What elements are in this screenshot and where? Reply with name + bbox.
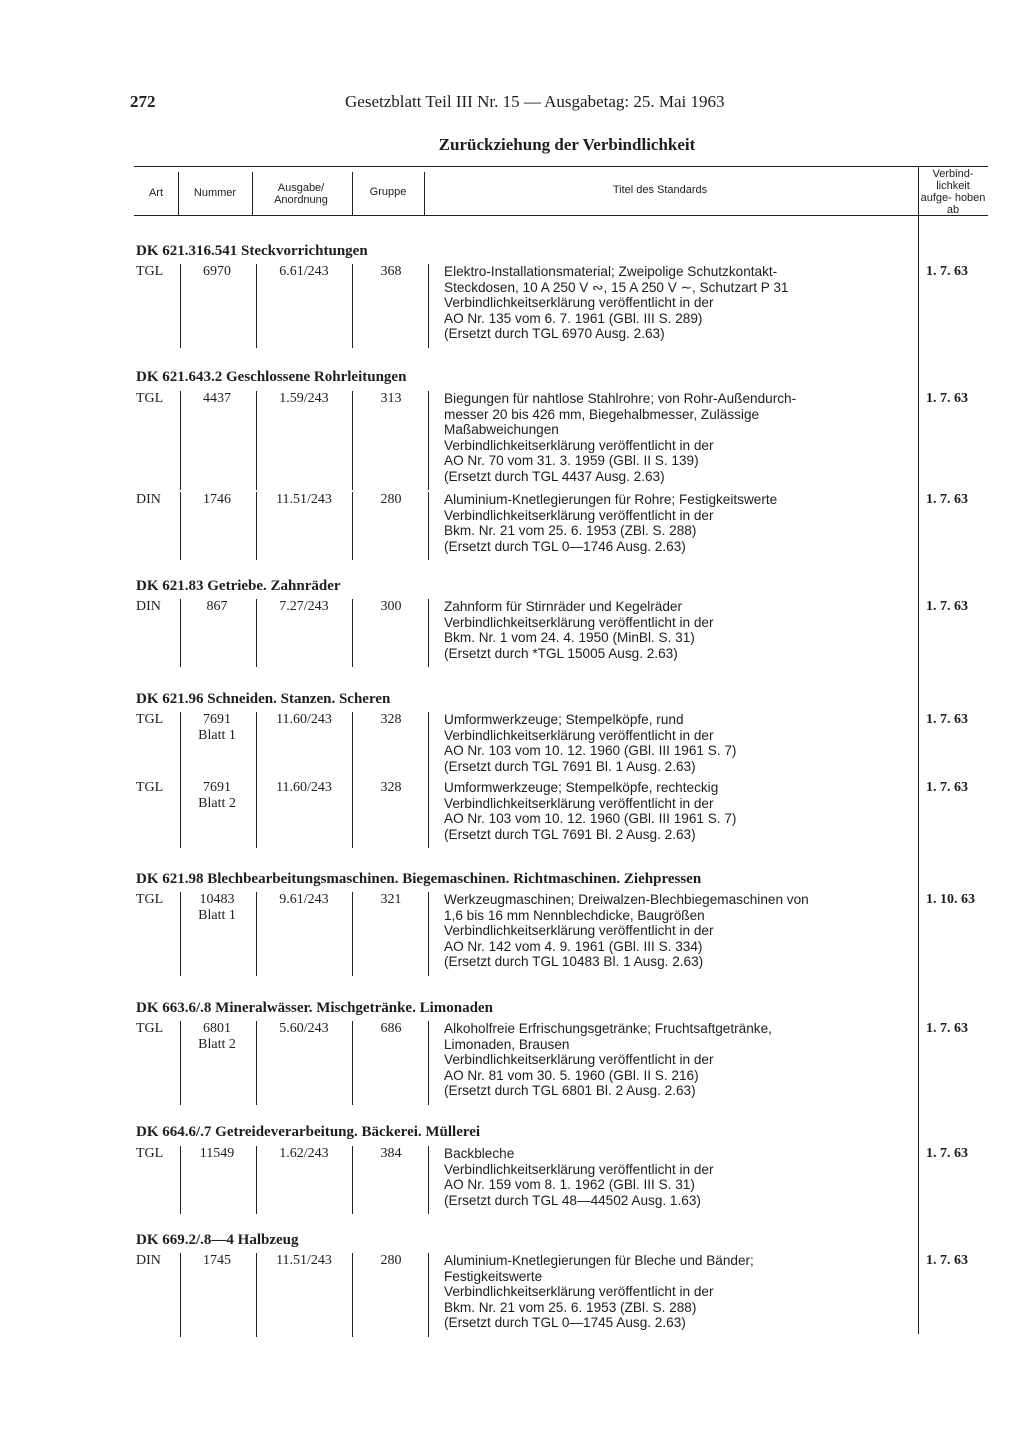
gruppe-cell: 368 (380, 264, 402, 279)
standards-group (136, 240, 968, 341)
section-title: Zurückziehung der Verbindlichkeit (438, 135, 696, 154)
art-cell: TGL (136, 1146, 164, 1161)
column-divider (180, 1146, 181, 1214)
column-divider (428, 1021, 429, 1105)
column-divider (428, 264, 429, 348)
titel-line: Verbindlichkeitserklärung veröffentlicht in der (444, 1161, 714, 1177)
aufgehoben-cell: 1. 7. 63 (926, 1146, 968, 1161)
column-divider (428, 892, 429, 976)
titel-cell (444, 712, 894, 774)
ausgabe-cell: 11.51/243 (276, 1253, 332, 1268)
titel-line: Alkoholfreie Erfrischungsgetränke; Fruchtsaftgetränke, (444, 1021, 772, 1036)
aufgehoben-cell: 1. 7. 63 (926, 264, 968, 279)
titel-line: Bkm. Nr. 21 vom 25. 6. 1953 (ZBl. S. 288) (444, 1299, 697, 1315)
standards-group (136, 1229, 968, 1330)
gruppe-cell: 686 (380, 1021, 402, 1036)
blatt-value: Blatt 2 (198, 1036, 236, 1052)
column-divider (428, 599, 429, 667)
column-divider (256, 391, 257, 490)
titel-cell (444, 892, 894, 970)
aufgehoben-cell: 1. 7. 63 (926, 712, 968, 727)
column-divider (180, 599, 181, 667)
ausgabe-cell: 1.62/243 (279, 1146, 329, 1161)
art-cell: TGL (136, 780, 164, 795)
column-divider (352, 712, 353, 780)
column-divider (352, 1021, 353, 1105)
ausgabe-cell: 9.61/243 (279, 892, 329, 907)
nummer-cell (182, 264, 252, 280)
art-cell: DIN (136, 1253, 161, 1268)
nummer-cell (182, 599, 252, 615)
column-header-titel: Titel des Standards (612, 184, 708, 196)
aufgehoben-cell: 1. 7. 63 (926, 780, 968, 795)
titel-cell (444, 599, 894, 661)
table-top-rule (134, 166, 988, 167)
column-divider (256, 599, 257, 667)
ausgabe-cell: 7.27/243 (279, 599, 329, 614)
column-divider (180, 712, 181, 780)
ausgabe-cell: 6.61/243 (279, 264, 329, 279)
titel-line: Aluminium-Knetlegierungen für Rohre; Festigkeitswerte (444, 492, 778, 507)
column-header-gruppe: Gruppe (369, 186, 407, 198)
nummer-value: 11549 (199, 1146, 235, 1161)
column-divider (180, 492, 181, 560)
nummer-value: 10483 (199, 892, 235, 907)
titel-line: Werkzeugmaschinen; Dreiwalzen-Blechbiegemaschinen von (444, 892, 809, 907)
titel-line: Biegungen für nahtlose Stahlrohre; von Rohr-Außendurch- (444, 391, 797, 406)
gruppe-cell: 280 (380, 1253, 402, 1268)
nummer-value: 6970 (203, 264, 231, 279)
titel-line: Verbindlichkeitserklärung veröffentlicht in der (444, 1052, 714, 1067)
titel-cell (444, 1253, 894, 1331)
titel-line: Backbleche (444, 1146, 515, 1161)
aufgehoben-cell: 1. 10. 63 (926, 892, 975, 907)
art-cell: TGL (136, 264, 164, 279)
column-divider (180, 391, 181, 490)
group-title: DK 669.2/.8—4 Halbzeug (136, 1232, 299, 1248)
column-divider (352, 1146, 353, 1214)
art-cell: DIN (136, 492, 161, 507)
aufgehoben-cell: 1. 7. 63 (926, 492, 968, 507)
titel-cell (444, 1021, 894, 1099)
gruppe-cell: 280 (380, 492, 402, 507)
titel-cell (444, 780, 894, 842)
column-divider (252, 172, 253, 216)
titel-line: AO Nr. 159 vom 8. 1. 1962 (GBl. III S. 31) (444, 1177, 695, 1192)
standards-group (136, 997, 968, 1098)
gruppe-cell: 313 (380, 391, 402, 406)
gruppe-cell: 321 (380, 892, 402, 907)
titel-cell (444, 492, 894, 554)
nummer-value: 867 (206, 599, 228, 614)
column-divider (352, 172, 353, 216)
column-divider (180, 1253, 181, 1337)
nummer-cell (182, 712, 252, 743)
titel-line: (Ersetzt durch *TGL 15005 Ausg. 2.63) (444, 645, 678, 661)
standards-group (136, 1121, 968, 1208)
column-divider (424, 172, 425, 216)
nummer-cell (182, 492, 252, 508)
nummer-cell (182, 1021, 252, 1052)
column-divider (428, 780, 429, 848)
aufgehoben-cell: 1. 7. 63 (926, 1253, 968, 1268)
titel-line: Verbindlichkeitserklärung veröffentlicht in der (444, 923, 714, 938)
titel-line: Elektro-Installationsmaterial; Zweipolige Schutzkontakt- (444, 264, 778, 279)
column-divider (180, 264, 181, 348)
table-header-bottom-rule (134, 215, 988, 216)
titel-line: (Ersetzt durch TGL 7691 Bl. 1 Ausg. 2.63) (444, 758, 696, 774)
aufgehoben-column-rule (918, 166, 919, 1334)
art-cell: TGL (136, 391, 164, 406)
titel-line: AO Nr. 103 vom 10. 12. 1960 (GBl. III 1961 S. 7) (444, 811, 737, 826)
ausgabe-cell: 1.59/243 (279, 391, 329, 406)
titel-line: Verbindlichkeitserklärung veröffentlicht in der (444, 437, 714, 453)
titel-line: (Ersetzt durch TGL 0—1746 Ausg. 2.63) (444, 538, 686, 554)
titel-line: Umformwerkzeuge; Stempelköpfe, rund (444, 712, 684, 727)
group-title: DK 621.83 Getriebe. Zahnräder (136, 578, 341, 594)
column-divider (352, 1253, 353, 1337)
nummer-cell (182, 780, 252, 811)
titel-line: Verbindlichkeitserklärung veröffentlicht in der (444, 1284, 714, 1299)
column-divider (352, 892, 353, 976)
column-divider (428, 1253, 429, 1337)
nummer-cell (182, 1146, 252, 1162)
column-header-art: Art (148, 187, 164, 199)
nummer-cell (182, 391, 252, 407)
standards-group (136, 688, 968, 842)
blatt-value: Blatt 1 (198, 727, 236, 743)
column-header-aufgehoben: Verbind- lichkeit aufge- hoben ab (920, 168, 986, 216)
titel-line: AO Nr. 142 vom 4. 9. 1961 (GBl. III S. 334) (444, 938, 703, 954)
ausgabe-cell: 11.60/243 (276, 780, 332, 795)
column-divider (352, 492, 353, 560)
standards-group (136, 575, 968, 661)
nummer-value: 7691 (203, 712, 231, 727)
titel-line: Aluminium-Knetlegierungen für Bleche und Bänder; (444, 1253, 754, 1268)
group-title: DK 621.98 Blechbearbeitungsmaschinen. Biegemaschinen. Richtmaschinen. Ziehpressen (136, 871, 702, 887)
blatt-value: Blatt 2 (198, 795, 236, 811)
column-divider (256, 712, 257, 780)
page-number: 272 (130, 92, 156, 111)
column-divider (256, 1021, 257, 1105)
column-divider (180, 780, 181, 848)
titel-line: (Ersetzt durch TGL 7691 Bl. 2 Ausg. 2.63) (444, 826, 696, 842)
column-divider (256, 1146, 257, 1214)
art-cell: TGL (136, 1021, 164, 1036)
group-title: DK 664.6/.7 Getreideverarbeitung. Bäckerei. Müllerei (136, 1124, 481, 1140)
aufgehoben-cell: 1. 7. 63 (926, 1021, 968, 1036)
group-title: DK 621.316.541 Steckvorrichtungen (136, 243, 368, 259)
nummer-value: 6801 (203, 1021, 231, 1036)
group-title: DK 663.6/.8 Mineralwässer. Mischgetränke. Limonaden (136, 1000, 493, 1016)
column-divider (256, 492, 257, 560)
column-divider (428, 492, 429, 560)
art-cell: TGL (136, 712, 164, 727)
titel-line: (Ersetzt durch TGL 48—44502 Ausg. 1.63) (444, 1192, 701, 1208)
column-divider (256, 264, 257, 348)
column-divider (180, 1021, 181, 1105)
titel-cell (444, 1146, 894, 1208)
titel-line: (Ersetzt durch TGL 6970 Ausg. 2.63) (444, 326, 665, 341)
page-header: Gesetzblatt Teil III Nr. 15 — Ausgabetag: 25. Mai 1963 (345, 92, 725, 111)
titel-line: AO Nr. 81 vom 30. 5. 1960 (GBl. II S. 216) (444, 1067, 699, 1083)
nummer-value: 4437 (203, 391, 231, 406)
column-divider (256, 1253, 257, 1337)
column-divider (256, 780, 257, 848)
gruppe-cell: 384 (380, 1146, 402, 1161)
titel-line: AO Nr. 103 vom 10. 12. 1960 (GBl. III 1961 S. 7) (444, 743, 737, 758)
titel-line: 1,6 bis 16 mm Nennblechdicke, Baugrößen (444, 907, 705, 923)
column-divider (352, 599, 353, 667)
titel-line: (Ersetzt durch TGL 4437 Ausg. 2.63) (444, 468, 665, 484)
titel-cell (444, 391, 894, 484)
titel-line: Maßabweichungen (444, 422, 559, 437)
art-cell: DIN (136, 599, 161, 614)
titel-line: Verbindlichkeitserklärung veröffentlicht in der (444, 727, 714, 743)
standards-group (136, 868, 975, 969)
titel-line: Bkm. Nr. 21 vom 25. 6. 1953 (ZBl. S. 288) (444, 523, 697, 538)
column-header-nummer: Nummer (193, 187, 237, 199)
nummer-cell (182, 892, 252, 923)
blatt-value: Blatt 1 (198, 907, 236, 923)
titel-line: Steckdosen, 10 A 250 V ∾, 15 A 250 V ∼, Schutzart P 31 (444, 279, 789, 295)
titel-line: messer 20 bis 426 mm, Biegehalbmesser, Zulässige (444, 406, 760, 422)
titel-line: Zahnform für Stirnräder und Kegelräder (444, 599, 683, 614)
group-title: DK 621.96 Schneiden. Stanzen. Scheren (136, 691, 391, 707)
nummer-value: 1745 (203, 1253, 231, 1268)
column-divider (352, 264, 353, 348)
column-divider (180, 892, 181, 976)
titel-line: Limonaden, Brausen (444, 1036, 570, 1052)
standards-group (136, 366, 968, 554)
titel-line: Umformwerkzeuge; Stempelköpfe, rechteckig (444, 780, 719, 795)
titel-line: Verbindlichkeitserklärung veröffentlicht in der (444, 795, 714, 811)
gruppe-cell: 328 (380, 780, 402, 795)
column-divider (428, 391, 429, 490)
column-divider (352, 780, 353, 848)
titel-cell (444, 264, 894, 342)
titel-line: Bkm. Nr. 1 vom 24. 4. 1950 (MinBl. S. 31) (444, 630, 695, 645)
titel-line: AO Nr. 135 vom 6. 7. 1961 (GBl. III S. 289) (444, 310, 703, 326)
gruppe-cell: 300 (380, 599, 402, 614)
column-header-ausgabe: Ausgabe/ Anordnung (274, 182, 328, 206)
titel-line: Festigkeitswerte (444, 1268, 543, 1284)
titel-line: Verbindlichkeitserklärung veröffentlicht in der (444, 614, 714, 630)
titel-line: (Ersetzt durch TGL 10483 Bl. 1 Ausg. 2.63) (444, 954, 704, 969)
titel-line: (Ersetzt durch TGL 0—1745 Ausg. 2.63) (444, 1315, 686, 1330)
ausgabe-cell: 11.60/243 (276, 712, 332, 727)
nummer-value: 7691 (203, 780, 231, 795)
ausgabe-cell: 11.51/243 (276, 492, 332, 507)
column-divider (428, 712, 429, 780)
art-cell: TGL (136, 892, 164, 907)
titel-line: Verbindlichkeitserklärung veröffentlicht in der (444, 295, 714, 310)
group-title: DK 621.643.2 Geschlossene Rohrleitungen (136, 369, 407, 385)
titel-line: Verbindlichkeitserklärung veröffentlicht in der (444, 507, 714, 523)
gruppe-cell: 328 (380, 712, 402, 727)
nummer-cell (182, 1253, 252, 1269)
aufgehoben-cell: 1. 7. 63 (926, 599, 968, 614)
column-divider (178, 172, 179, 216)
column-divider (352, 391, 353, 490)
nummer-value: 1746 (203, 492, 231, 507)
titel-line: (Ersetzt durch TGL 6801 Bl. 2 Ausg. 2.63) (444, 1083, 696, 1098)
column-divider (428, 1146, 429, 1214)
titel-line: AO Nr. 70 vom 31. 3. 1959 (GBl. II S. 139) (444, 453, 699, 468)
aufgehoben-cell: 1. 7. 63 (926, 391, 968, 406)
ausgabe-cell: 5.60/243 (279, 1021, 329, 1036)
column-divider (256, 892, 257, 976)
